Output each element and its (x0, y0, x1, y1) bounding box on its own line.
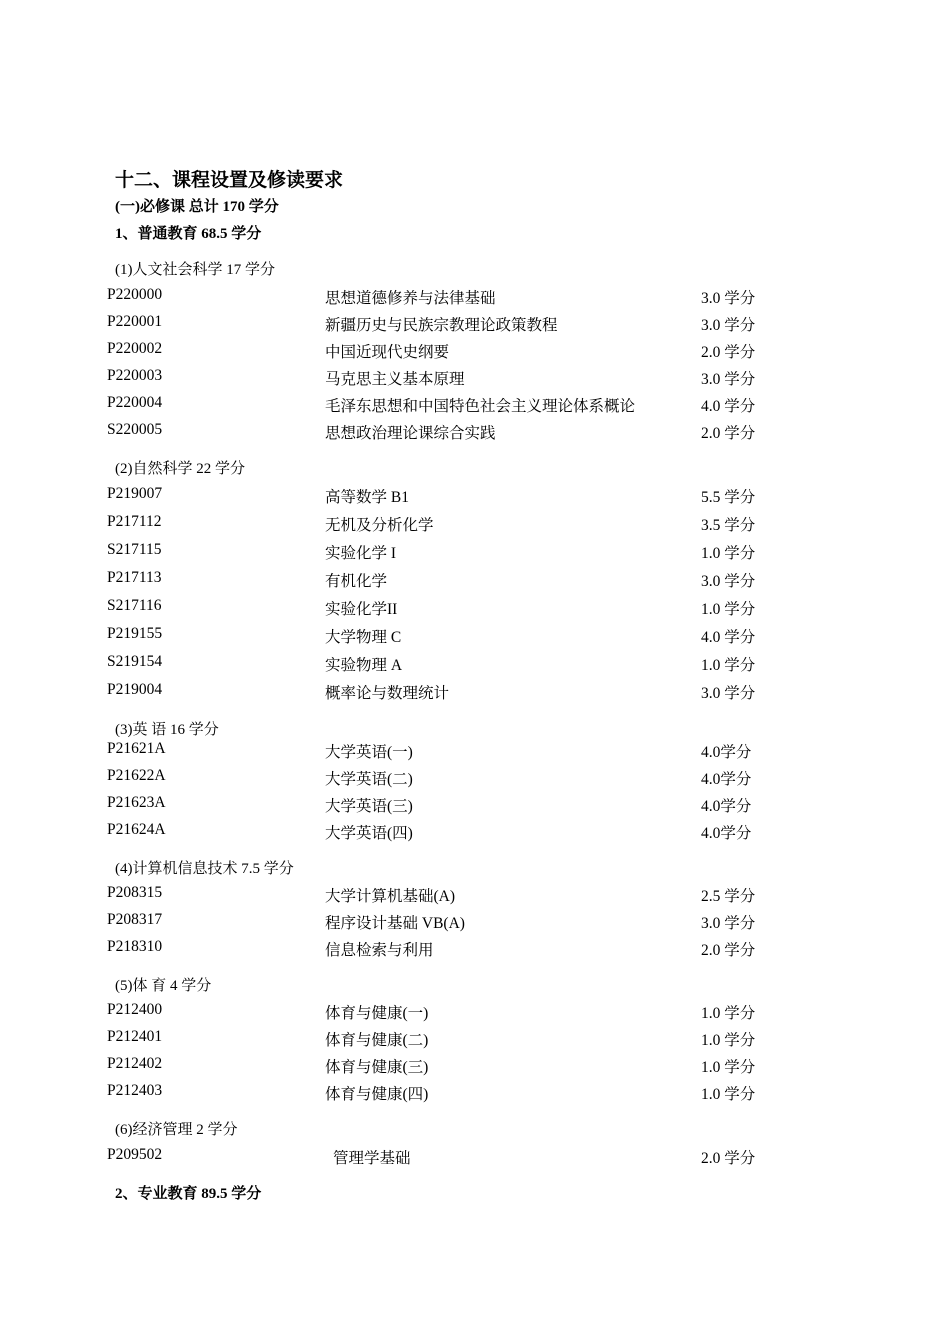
course-code: P212402 (107, 1055, 163, 1072)
course-name: 中国近现代史纲要 (325, 344, 450, 361)
course-code: S217116 (107, 597, 162, 614)
course-code: P21621A (107, 740, 166, 757)
course-code: P21622A (107, 767, 166, 784)
section-heading: (1)人文社会科学 17 学分 (115, 262, 275, 278)
section-heading: (3)英 语 16 学分 (115, 722, 219, 738)
course-code: P218310 (107, 938, 163, 955)
course-code: S220005 (107, 421, 163, 438)
course-code: P209502 (107, 1146, 163, 1163)
course-name: 体育与健康(二) (325, 1032, 429, 1049)
course-code: P212403 (107, 1082, 163, 1099)
course-credit: 5.5 学分 (701, 489, 756, 506)
course-code: P217112 (107, 513, 162, 530)
course-credit: 3.0 学分 (701, 290, 756, 307)
course-name: 新疆历史与民族宗教理论政策教程 (325, 317, 558, 334)
course-name: 毛泽东思想和中国特色社会主义理论体系概论 (325, 398, 636, 415)
course-code: S219154 (107, 653, 163, 670)
course-name: 大学物理 C (325, 629, 402, 646)
course-credit: 1.0 学分 (701, 601, 756, 618)
section-heading: (6)经济管理 2 学分 (115, 1122, 238, 1138)
course-name: 马克思主义基本原理 (325, 371, 465, 388)
course-credit: 2.0 学分 (701, 942, 756, 959)
course-credit: 4.0学分 (701, 771, 752, 788)
course-credit: 4.0学分 (701, 798, 752, 815)
course-credit: 2.0 学分 (701, 425, 756, 442)
course-credit: 4.0 学分 (701, 629, 756, 646)
general-education-heading: 1、普通教育 68.5 学分 (115, 226, 262, 242)
course-name: 高等数学 B1 (325, 489, 409, 506)
course-name: 信息检索与利用 (325, 942, 434, 959)
course-credit: 1.0 学分 (701, 1005, 756, 1022)
course-name: 实验化学 I (325, 545, 397, 562)
course-name: 概率论与数理统计 (325, 685, 450, 702)
course-credit: 4.0学分 (701, 744, 752, 761)
course-credit: 1.0 学分 (701, 1059, 756, 1076)
course-code: S217115 (107, 541, 162, 558)
course-credit: 3.0 学分 (701, 317, 756, 334)
course-code: P208315 (107, 884, 163, 901)
course-name: 实验物理 A (325, 657, 403, 674)
section-heading: (5)体 育 4 学分 (115, 978, 212, 994)
course-credit: 3.0 学分 (701, 685, 756, 702)
course-code: P220000 (107, 286, 163, 303)
course-credit: 3.0 学分 (701, 915, 756, 932)
course-credit: 1.0 学分 (701, 1086, 756, 1103)
course-name: 管理学基础 (333, 1150, 411, 1167)
course-credit: 1.0 学分 (701, 1032, 756, 1049)
course-credit: 1.0 学分 (701, 545, 756, 562)
section-heading: (4)计算机信息技术 7.5 学分 (115, 861, 294, 877)
course-code: P219155 (107, 625, 163, 642)
course-name: 大学英语(一) (325, 744, 413, 761)
course-name: 实验化学II (325, 601, 398, 618)
course-code: P220001 (107, 313, 163, 330)
course-name: 程序设计基础 VB(A) (325, 915, 465, 932)
course-name: 体育与健康(三) (325, 1059, 429, 1076)
section-heading: (2)自然科学 22 学分 (115, 461, 245, 477)
course-credit: 3.0 学分 (701, 573, 756, 590)
course-credit: 4.0学分 (701, 825, 752, 842)
course-name: 思想政治理论课综合实践 (325, 425, 496, 442)
course-name: 体育与健康(一) (325, 1005, 429, 1022)
course-credit: 4.0 学分 (701, 398, 756, 415)
course-credit: 1.0 学分 (701, 657, 756, 674)
course-code: P21623A (107, 794, 166, 811)
course-code: P212401 (107, 1028, 163, 1045)
required-courses-heading: (一)必修课 总计 170 学分 (115, 199, 279, 215)
professional-education-heading: 2、专业教育 89.5 学分 (115, 1186, 262, 1202)
course-credit: 2.5 学分 (701, 888, 756, 905)
course-credit: 3.5 学分 (701, 517, 756, 534)
course-name: 大学英语(二) (325, 771, 413, 788)
course-code: P220002 (107, 340, 163, 357)
course-name: 大学计算机基础(A) (325, 888, 456, 905)
course-name: 有机化学 (325, 573, 388, 590)
course-name: 体育与健康(四) (325, 1086, 429, 1103)
course-name: 思想道德修养与法律基础 (325, 290, 496, 307)
course-credit: 2.0 学分 (701, 344, 756, 361)
course-code: P217113 (107, 569, 162, 586)
course-code: P208317 (107, 911, 163, 928)
course-code: P212400 (107, 1001, 163, 1018)
course-name: 大学英语(三) (325, 798, 413, 815)
course-code: P220004 (107, 394, 163, 411)
course-code: P21624A (107, 821, 166, 838)
course-credit: 2.0 学分 (701, 1150, 756, 1167)
course-credit: 3.0 学分 (701, 371, 756, 388)
course-name: 无机及分析化学 (325, 517, 434, 534)
course-code: P219007 (107, 485, 163, 502)
course-code: P219004 (107, 681, 163, 698)
course-name: 大学英语(四) (325, 825, 413, 842)
page-title: 十二、课程设置及修读要求 (115, 170, 344, 191)
course-code: P220003 (107, 367, 163, 384)
